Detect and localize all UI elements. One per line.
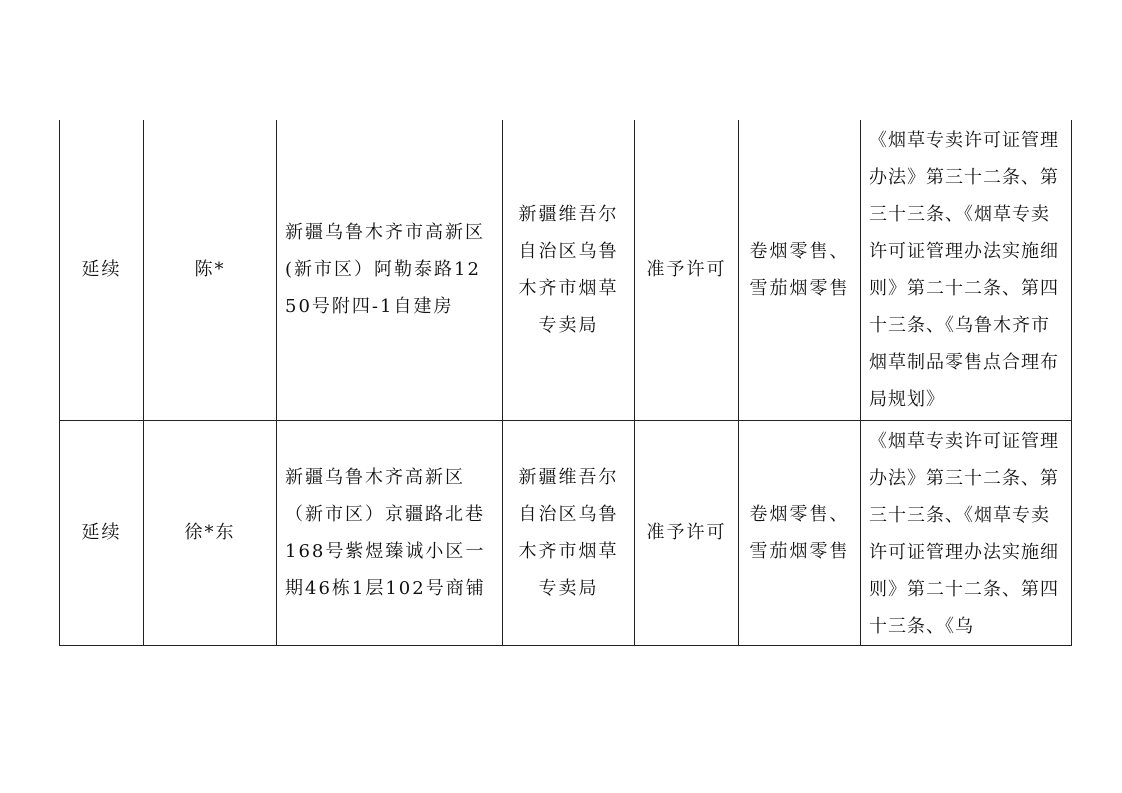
address-cell: 新疆乌鲁木齐高新区（新市区）京疆路北巷168号紫煜臻诚小区一期46栋1层102号商铺 <box>277 420 503 645</box>
permit-type-cell: 延续 <box>60 120 144 420</box>
legal-basis-cell: 《烟草专卖许可证管理办法》第三十二条、第三十三条、《烟草专卖许可证管理办法实施细则》第二十二条、第四十三条、《乌鲁木齐市烟草制品零售点合理布局规划》 <box>861 120 1072 420</box>
applicant-name-cell: 徐*东 <box>144 420 277 645</box>
legal-basis-text: 《烟草专卖许可证管理办法》第三十二条、第三十三条、《烟草专卖许可证管理办法实施细则》第二十二条、第四十三条、《乌 <box>869 430 1059 637</box>
permit-type-cell: 延续 <box>60 420 144 645</box>
decision-cell: 准予许可 <box>635 120 739 420</box>
address-cell: 新疆乌鲁木齐市高新区(新市区）阿勒泰路1250号附四-1自建房 <box>277 120 503 420</box>
authority-cell: 新疆维吾尔自治区乌鲁木齐市烟草专卖局 <box>503 420 635 645</box>
decision-cell: 准予许可 <box>635 420 739 645</box>
business-scope-cell: 卷烟零售、雪茄烟零售 <box>739 420 861 645</box>
table-row <box>60 420 1072 645</box>
permit-table <box>59 120 1072 646</box>
business-scope-cell: 卷烟零售、雪茄烟零售 <box>739 120 861 420</box>
authority-cell: 新疆维吾尔自治区乌鲁木齐市烟草专卖局 <box>503 120 635 420</box>
table-row <box>60 120 1072 420</box>
applicant-name-cell: 陈* <box>144 120 277 420</box>
legal-basis-cell <box>861 420 1072 645</box>
